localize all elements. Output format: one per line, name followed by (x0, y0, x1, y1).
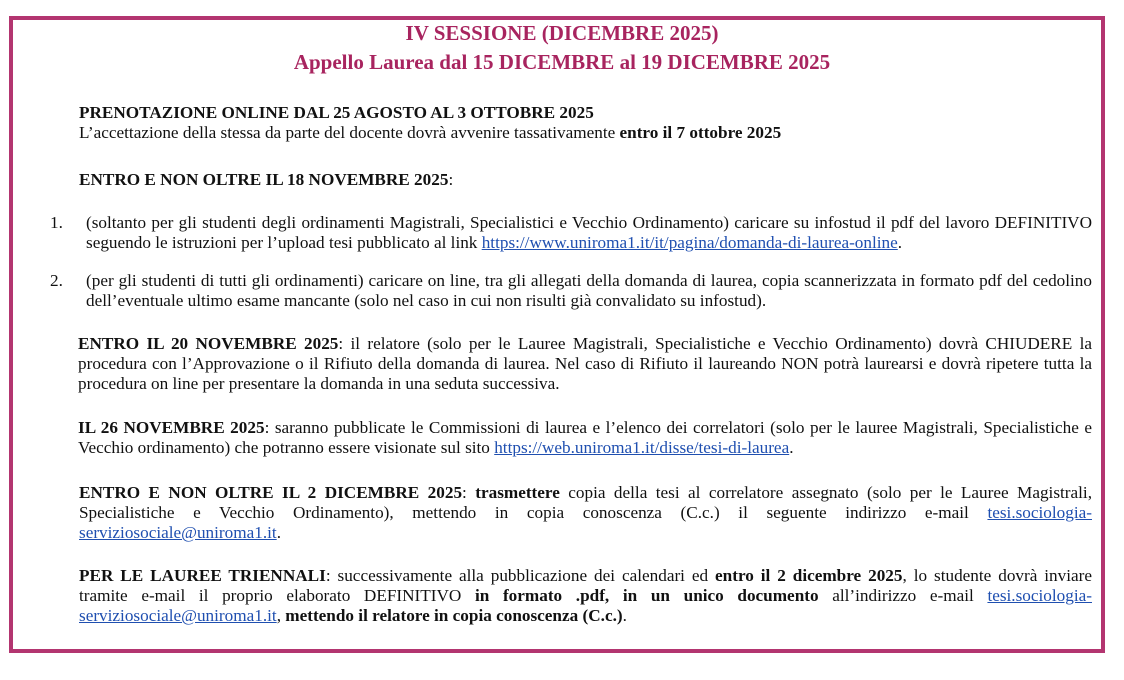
nov26-text: : saranno pubblicate le Commissioni di laurea e l’elenco dei correlatori (solo per le lauree Magistrali, Specialistiche e Vecchio ordinamento) che potranno essere visionate sul sito (78, 418, 1092, 457)
triennali-text-2: , lo studente dovrà inviare tramite e-mail il proprio elaborato DEFINITIVO (79, 566, 1092, 605)
deadline-nov18-colon: : (448, 170, 454, 189)
list-item-number-1: 1. (50, 213, 63, 232)
deadline-nov18-section (79, 170, 1099, 190)
booking-section (79, 103, 1099, 143)
nov26-heading: IL 26 NOVEMBRE 2025 (78, 418, 265, 437)
correlatore-email-link[interactable]: tesi.sociologia-serviziosociale@uniroma1.it (79, 503, 1092, 542)
nov26-section (78, 418, 1092, 458)
domanda-laurea-link[interactable]: https://www.uniroma1.it/it/pagina/domanda-di-laurea-online (481, 233, 898, 252)
list-item-1-after: . (897, 233, 903, 252)
deadline-dec2-after: . (276, 523, 281, 542)
booking-heading: PRENOTAZIONE ONLINE DAL 25 AGOSTO AL 3 OTTOBRE 2025 (79, 103, 594, 122)
triennali-text-1: : successivamente alla pubblicazione dei calendari ed (325, 566, 716, 585)
triennali-text-4: , (276, 606, 286, 625)
tesi-di-laurea-link[interactable]: https://web.uniroma1.it/disse/tesi-di-laurea (494, 438, 790, 457)
nov26-after: . (789, 438, 794, 457)
deadline-dec2-heading: ENTRO E NON OLTRE IL 2 DICEMBRE 2025 (79, 483, 463, 502)
deadline-dec2-colon: : (462, 483, 476, 502)
triennali-deadline: entro il 2 dicembre 2025 (715, 566, 903, 585)
triennali-format: in formato .pdf, in un unico documento (474, 586, 819, 605)
deadline-nov18-heading: ENTRO E NON OLTRE IL 18 NOVEMBRE 2025 (79, 170, 449, 189)
list-item-number-2: 2. (50, 271, 63, 290)
triennali-cc-note: mettendo il relatore in copia conoscenza (C.c.) (285, 606, 623, 625)
deadline-dec2-section (79, 483, 1092, 543)
list-item-2 (86, 271, 1092, 311)
session-subtitle: Appello Laurea dal 15 DICEMBRE al 19 DICEMBRE 2025 (293, 50, 831, 74)
deadline-nov20-heading: ENTRO IL 20 NOVEMBRE 2025 (78, 334, 339, 353)
triennali-after: . (622, 606, 627, 625)
list-item-2-text: (per gli studenti di tutti gli ordinamenti) caricare on line, tra gli allegati della domanda di laurea, copia scannerizzata in formato pdf del cedolino dell’eventuale ultimo esame mancante (solo nel caso in cui non risulti già convalidato su infostud). (86, 271, 1092, 310)
deadline-dec2-action: trasmettere (475, 483, 560, 502)
session-title: IV SESSIONE (DICEMBRE 2025) (405, 21, 719, 45)
list-item-1 (86, 213, 1092, 253)
deadline-nov20-text: : il relatore (solo per le Lauree Magistrali, Specialistiche e Vecchio Ordinamento) dovrà CHIUDERE la procedura con l’Approvazione o il Rifiuto della domanda di laurea. Nel caso di Rifiuto il laureando NON potrà laurearsi e dovrà ripetere tutta la procedura on line per presentare la domanda in una seduta successiva. (78, 334, 1092, 393)
deadline-dec2-text: copia della tesi al correlatore assegnato (solo per le Lauree Magistrali, Specialistiche e Vecchio Ordinamento), mettendo in copia conoscenza (C.c.) il seguente indirizzo e-mail (79, 483, 1092, 522)
list-item-1-text: (soltanto per gli studenti degli ordinamenti Magistrali, Specialistici e Vecchio Ordinamento) caricare su infostud il pdf del lavoro DEFINITIVO seguendo le istruzioni per l’upload tesi pubblicato al link (86, 213, 1092, 252)
triennali-email-link[interactable]: tesi.sociologia-serviziosociale@uniroma1.it (79, 586, 1092, 625)
triennali-heading: PER LE LAUREE TRIENNALI (79, 566, 326, 585)
booking-text: L’accettazione della stessa da parte del docente dovrà avvenire tassativamente (79, 123, 620, 142)
triennali-text-3: all’indirizzo e-mail (818, 586, 988, 605)
triennali-section (79, 566, 1092, 626)
deadline-nov20-section (78, 334, 1092, 394)
booking-deadline: entro il 7 ottobre 2025 (619, 123, 782, 142)
